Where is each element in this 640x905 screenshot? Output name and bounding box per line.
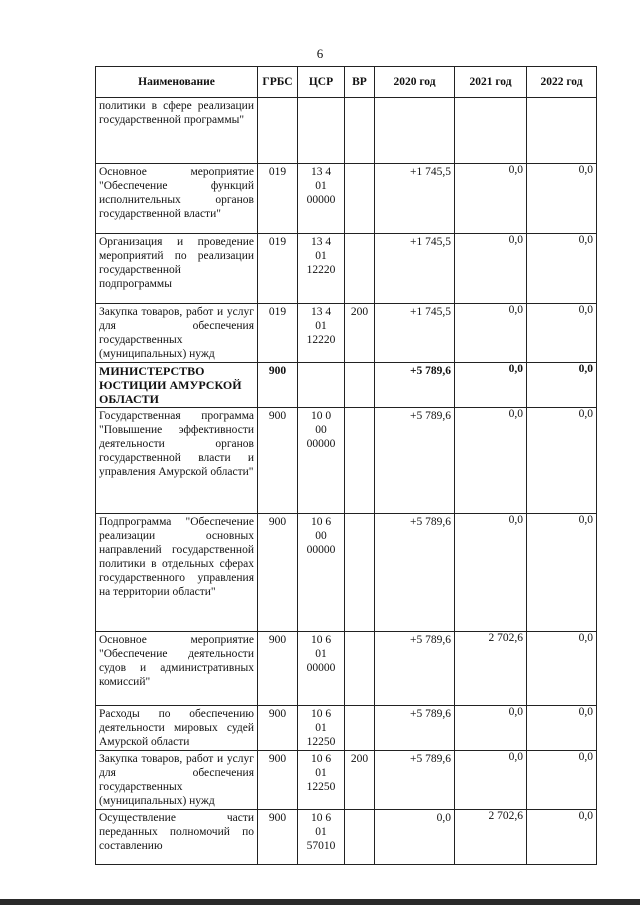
table-row <box>96 751 597 810</box>
row-value: 0,0 <box>578 514 593 526</box>
header-csr: ЦСР <box>298 67 345 98</box>
row-2021 <box>455 408 527 514</box>
csr-part: 10 6 <box>310 753 332 765</box>
table-row <box>96 514 597 632</box>
row-value: 0,0 <box>436 812 451 824</box>
header-2021: 2021 год <box>455 67 527 98</box>
row-name: Закупка товаров, работ и услуг для обеспечения государственных (муниципальных) нужд <box>96 751 258 810</box>
row-value: 2 702,6 <box>488 810 523 822</box>
row-value: 0,0 <box>508 164 523 176</box>
row-value: +1 745,5 <box>410 166 451 178</box>
csr-part: 00000 <box>306 662 336 674</box>
row-grbs: 900 <box>258 514 298 632</box>
row-vr <box>345 810 375 865</box>
csr-part: 12250 <box>306 736 336 748</box>
row-2020 <box>375 514 455 632</box>
row-grbs: 900 <box>258 751 298 810</box>
row-2020 <box>375 98 455 164</box>
table-row <box>96 98 597 164</box>
row-value: +1 745,5 <box>410 236 451 248</box>
row-name: Основное мероприятие "Обеспечение деятельности судов и административных комиссий" <box>96 632 258 706</box>
csr-part: 00 <box>315 530 327 542</box>
row-vr <box>345 363 375 408</box>
table-row <box>96 632 597 706</box>
row-value: 0,0 <box>508 363 523 375</box>
csr-part: 01 <box>315 767 327 779</box>
row-value: 0,0 <box>508 706 523 718</box>
csr-part: 12220 <box>306 334 336 346</box>
row-value: 0,0 <box>508 514 523 526</box>
csr-part: 13 4 <box>310 306 332 318</box>
row-2021 <box>455 234 527 304</box>
csr-part: 00 <box>315 424 327 436</box>
header-name: Наименование <box>96 67 258 98</box>
row-grbs: 900 <box>258 363 298 408</box>
row-2021 <box>455 810 527 865</box>
row-vr: 200 <box>345 304 375 363</box>
row-grbs: 900 <box>258 810 298 865</box>
row-name: Организация и проведение мероприятий по реализации государственной подпрограммы <box>96 234 258 304</box>
row-2022 <box>527 234 597 304</box>
row-value: +5 789,6 <box>410 634 451 646</box>
table-row <box>96 304 597 363</box>
scan-edge <box>0 899 640 905</box>
budget-table <box>95 66 597 865</box>
row-2020 <box>375 164 455 234</box>
row-grbs: 900 <box>258 408 298 514</box>
csr-part: 10 6 <box>310 634 332 646</box>
row-2022 <box>527 751 597 810</box>
row-2021 <box>455 514 527 632</box>
row-value: 0,0 <box>578 751 593 763</box>
csr-part: 01 <box>315 250 327 262</box>
row-2020 <box>375 304 455 363</box>
page-number: 6 <box>316 46 324 61</box>
row-grbs: 019 <box>258 304 298 363</box>
row-2021 <box>455 304 527 363</box>
csr-part: 01 <box>315 826 327 838</box>
row-value: 0,0 <box>578 632 593 644</box>
csr-part: 10 0 <box>310 410 332 422</box>
csr-part: 01 <box>315 180 327 192</box>
row-value: 0,0 <box>508 234 523 246</box>
row-value: 2 702,6 <box>488 632 523 644</box>
row-value: 0,0 <box>578 408 593 420</box>
row-name: МИНИСТЕРСТВО ЮСТИЦИИ АМУРСКОЙ ОБЛАСТИ <box>96 363 258 408</box>
row-2022 <box>527 98 597 164</box>
csr-part: 00000 <box>306 544 336 556</box>
csr-part: 12220 <box>306 264 336 276</box>
table-row <box>96 164 597 234</box>
row-value: 0,0 <box>578 304 593 316</box>
row-grbs: 900 <box>258 632 298 706</box>
row-2020 <box>375 706 455 751</box>
csr-part: 10 6 <box>310 812 332 824</box>
row-2021 <box>455 751 527 810</box>
row-grbs <box>258 98 298 164</box>
row-vr <box>345 98 375 164</box>
csr-part: 01 <box>315 722 327 734</box>
row-csr <box>298 408 345 514</box>
csr-part: 13 4 <box>310 166 332 178</box>
header-2022: 2022 год <box>527 67 597 98</box>
csr-part: 12250 <box>306 781 336 793</box>
row-vr <box>345 408 375 514</box>
table-row <box>96 706 597 751</box>
row-value: 0,0 <box>578 164 593 176</box>
csr-part: 01 <box>315 320 327 332</box>
csr-part: 00000 <box>306 438 336 450</box>
row-value: +5 789,6 <box>410 410 451 422</box>
row-name: Основное мероприятие "Обеспечение функций исполнительных органов государственной власти" <box>96 164 258 234</box>
row-grbs: 019 <box>258 234 298 304</box>
row-value: +1 745,5 <box>410 306 451 318</box>
table-row <box>96 363 597 408</box>
csr-part: 13 4 <box>310 236 332 248</box>
row-vr <box>345 514 375 632</box>
row-value: +5 789,6 <box>410 708 451 720</box>
csr-part: 10 6 <box>310 708 332 720</box>
row-grbs: 900 <box>258 706 298 751</box>
row-2021 <box>455 164 527 234</box>
row-value: 0,0 <box>508 408 523 420</box>
row-2022 <box>527 706 597 751</box>
row-csr <box>298 751 345 810</box>
row-name: Закупка товаров, работ и услуг для обеспечения государственных (муниципальных) нужд <box>96 304 258 363</box>
header-grbs: ГРБС <box>258 67 298 98</box>
table-header-row <box>96 67 597 98</box>
header-2020: 2020 год <box>375 67 455 98</box>
row-2020 <box>375 363 455 408</box>
row-2022 <box>527 632 597 706</box>
table-row <box>96 234 597 304</box>
row-grbs: 019 <box>258 164 298 234</box>
row-2022 <box>527 164 597 234</box>
row-vr <box>345 234 375 304</box>
table-row <box>96 810 597 865</box>
row-name: политики в сфере реализации государственной программы" <box>96 98 258 164</box>
row-value: 0,0 <box>578 363 593 375</box>
row-value: 0,0 <box>578 810 593 822</box>
row-csr <box>298 164 345 234</box>
row-csr <box>298 514 345 632</box>
row-name: Осуществление части переданных полномочий по составлению <box>96 810 258 865</box>
row-2021 <box>455 98 527 164</box>
csr-part: 01 <box>315 648 327 660</box>
row-vr <box>345 706 375 751</box>
row-value: +5 789,6 <box>409 365 451 377</box>
row-2022 <box>527 514 597 632</box>
row-vr <box>345 632 375 706</box>
row-vr <box>345 164 375 234</box>
row-csr <box>298 706 345 751</box>
row-2020 <box>375 408 455 514</box>
row-2020 <box>375 810 455 865</box>
csr-part: 00000 <box>306 194 336 206</box>
row-csr <box>298 810 345 865</box>
row-name: Расходы по обеспечению деятельности мировых судей Амурской области <box>96 706 258 751</box>
row-csr <box>298 98 345 164</box>
row-2022 <box>527 304 597 363</box>
row-2022 <box>527 408 597 514</box>
row-csr <box>298 363 345 408</box>
row-2022 <box>527 363 597 408</box>
row-name: Государственная программа "Повышение эффективности деятельности органов государственной власти и управления Амурской области" <box>96 408 258 514</box>
header-vr: ВР <box>345 67 375 98</box>
row-name: Подпрограмма "Обеспечение реализации основных направлений государственной политики в отдельных сферах государственного управления на территории области" <box>96 514 258 632</box>
row-csr <box>298 234 345 304</box>
table-row <box>96 408 597 514</box>
csr-part: 57010 <box>306 840 336 852</box>
row-2021 <box>455 706 527 751</box>
row-value: 0,0 <box>508 751 523 763</box>
row-2020 <box>375 751 455 810</box>
csr-part: 10 6 <box>310 516 332 528</box>
row-value: +5 789,6 <box>410 516 451 528</box>
row-2021 <box>455 363 527 408</box>
row-vr: 200 <box>345 751 375 810</box>
row-2020 <box>375 632 455 706</box>
row-2022 <box>527 810 597 865</box>
row-2021 <box>455 632 527 706</box>
row-value: 0,0 <box>578 706 593 718</box>
row-2020 <box>375 234 455 304</box>
row-value: +5 789,6 <box>410 753 451 765</box>
row-value: 0,0 <box>578 234 593 246</box>
row-csr <box>298 632 345 706</box>
row-value: 0,0 <box>508 304 523 316</box>
row-csr <box>298 304 345 363</box>
